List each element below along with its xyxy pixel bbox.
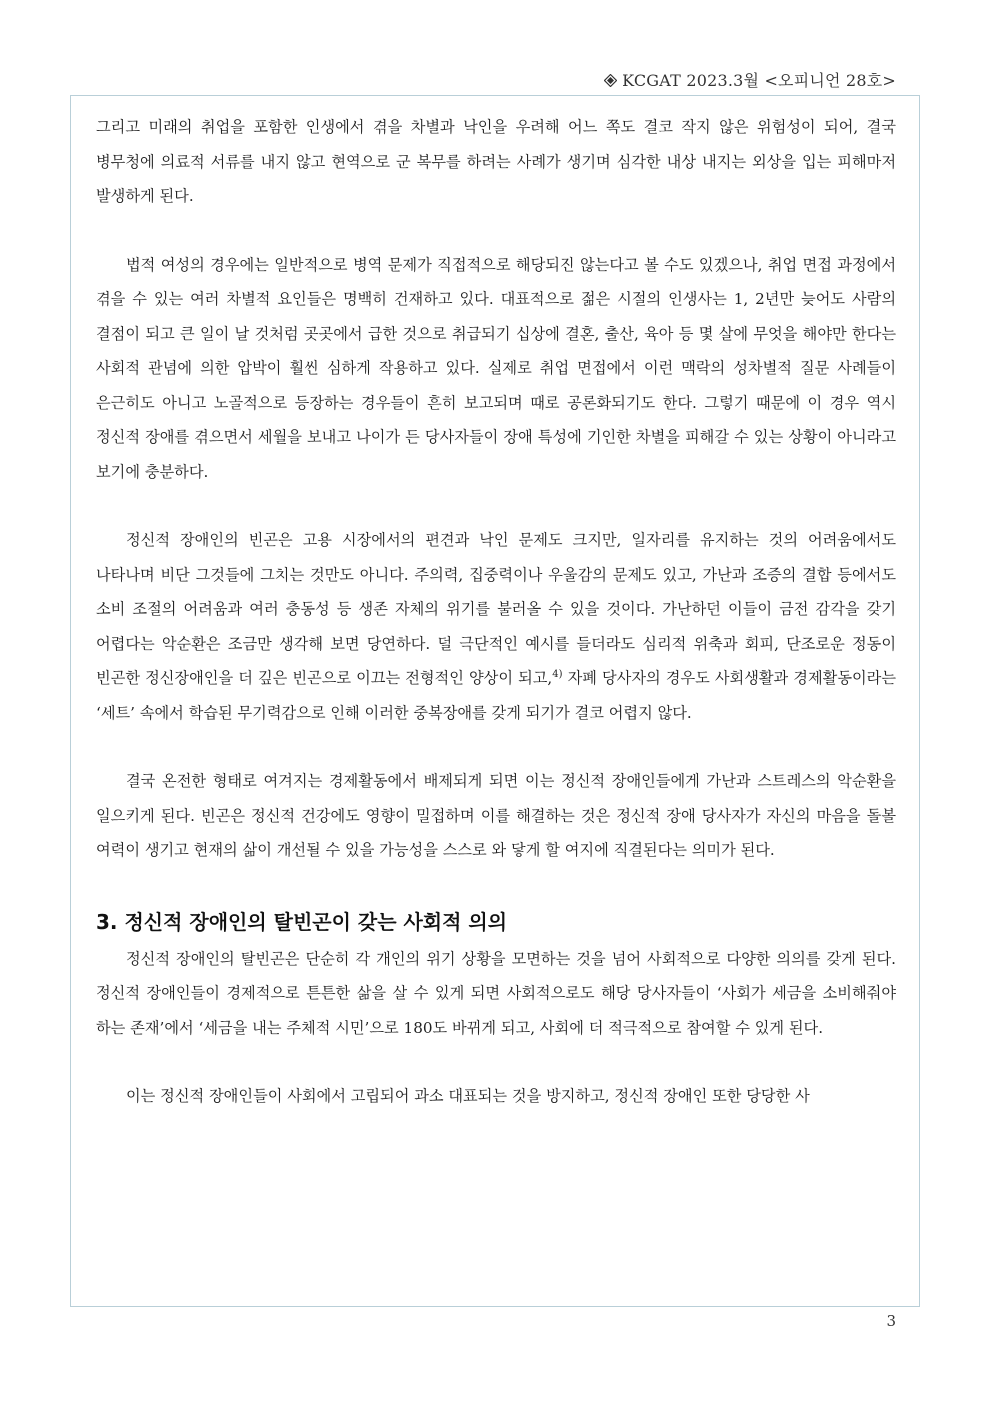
section-heading: 3. 정신적 장애인의 탈빈곤이 갖는 사회적 의의 [96, 909, 508, 934]
document-body [96, 110, 896, 1114]
paragraph-6: 이는 정신적 장애인들이 사회에서 고립되어 과소 대표되는 것을 방지하고, 정신적 장애인 또한 당당한 사 [126, 1087, 810, 1105]
footnote-marker[interactable]: 4) [552, 668, 563, 680]
paragraph-3-main: 정신적 장애인의 빈곤은 고용 시장에서의 편견과 낙인 문제도 크지만, 일자리를 유지하는 것의 어려움에서도 나타나며 비단 그것들에 그치는 것만도 아니다. 주의력, 집중력이나 우울감의 문제도 있고, 가난과 조증의 결합 등에서도 소비 조절의 어려움과 여러 충동성 등 생존 자체의 위기를 불러올 수 있을 것이다. 가난하던 이들이 금전 감각을 갖기 어렵다는 악순환은 조금만 생각해 보면 당연하다. 덜 극단적인 예시를 들더라도 심리적 위축과 회피, 단조로운 정동이 빈곤한 정신장애인을 더 깊은 빈곤으로 이끄는 전형적인 양상이 되고, [96, 531, 896, 687]
paragraph-3-rest: 자폐 당사자의 경우도 사회생활과 경제활동이라는 ‘세트’ 속에서 학습된 무기력감으로 인해 이러한 중복장애를 갖게 되기가 결코 어렵지 않다. [96, 669, 896, 722]
paragraph-5: 정신적 장애인의 탈빈곤은 단순히 각 개인의 위기 상황을 모면하는 것을 넘어 사회적으로 다양한 의의를 갖게 된다. 정신적 장애인들이 경제적으로 튼튼한 삶을 살 수 있게 되면 사회적으로도 해당 당사자들이 ‘사회가 세금을 소비해줘야 하는 존재’에서 ‘세금을 내는 주체적 시민’으로 180도 바뀌게 되고, 사회에 더 적극적으로 참여할 수 있게 된다. [96, 949, 896, 1037]
diamond-icon [604, 74, 616, 86]
paragraph-3 [96, 523, 896, 730]
page-number: 3 [886, 1312, 896, 1330]
paragraph-1: 그리고 미래의 취업을 포함한 인생에서 겪을 차별과 낙인을 우려해 어느 쪽도 결코 작지 않은 위험성이 되어, 결국 병무청에 의료적 서류를 내지 않고 현역으로 군 복무를 하려는 사례가 생기며 심각한 내상 내지는 외상을 입는 피해마저 발생하게 된다. [96, 118, 896, 205]
header-title: KCGAT 2023.3월 <오피니언 28호> [622, 71, 896, 90]
paragraph-2: 법적 여성의 경우에는 일반적으로 병역 문제가 직접적으로 해당되진 않는다고 볼 수도 있겠으나, 취업 면접 과정에서 겪을 수 있는 여러 차별적 요인들은 명백히 건재하고 있다. 대표적으로 젊은 시절의 인생사는 1, 2년만 늦어도 사람의 결점이 되고 큰 일이 날 것처럼 곳곳에서 급한 것으로 취급되기 십상에 결혼, 출산, 육아 등 몇 살에 무엇을 해야만 한다는 사회적 관념에 의한 압박이 훨씬 심하게 작용하고 있다. 실제로 취업 면접에서 이런 맥락의 성차별적 질문 사례들이 은근히도 아니고 노골적으로 등장하는 경우들이 흔히 보고되며 때로 공론화되기도 한다. 그렇기 때문에 이 경우 역시 정신적 장애를 겪으면서 세월을 보내고 나이가 든 당사자들이 장애 특성에 기인한 차별을 피해갈 수 있는 상황이 아니라고 보기에 충분하다. [96, 255, 896, 481]
paragraph-4: 결국 온전한 형태로 여겨지는 경제활동에서 배제되게 되면 이는 정신적 장애인들에게 가난과 스트레스의 악순환을 일으키게 된다. 빈곤은 정신적 건강에도 영향이 밀접하며 이를 해결하는 것은 정신적 장애 당사자가 자신의 마음을 돌볼 여력이 생기고 현재의 삶이 개선될 수 있을 가능성을 스스로 와 닿게 할 여지에 직결된다는 의미가 된다. [96, 772, 896, 859]
page-header [604, 68, 896, 91]
